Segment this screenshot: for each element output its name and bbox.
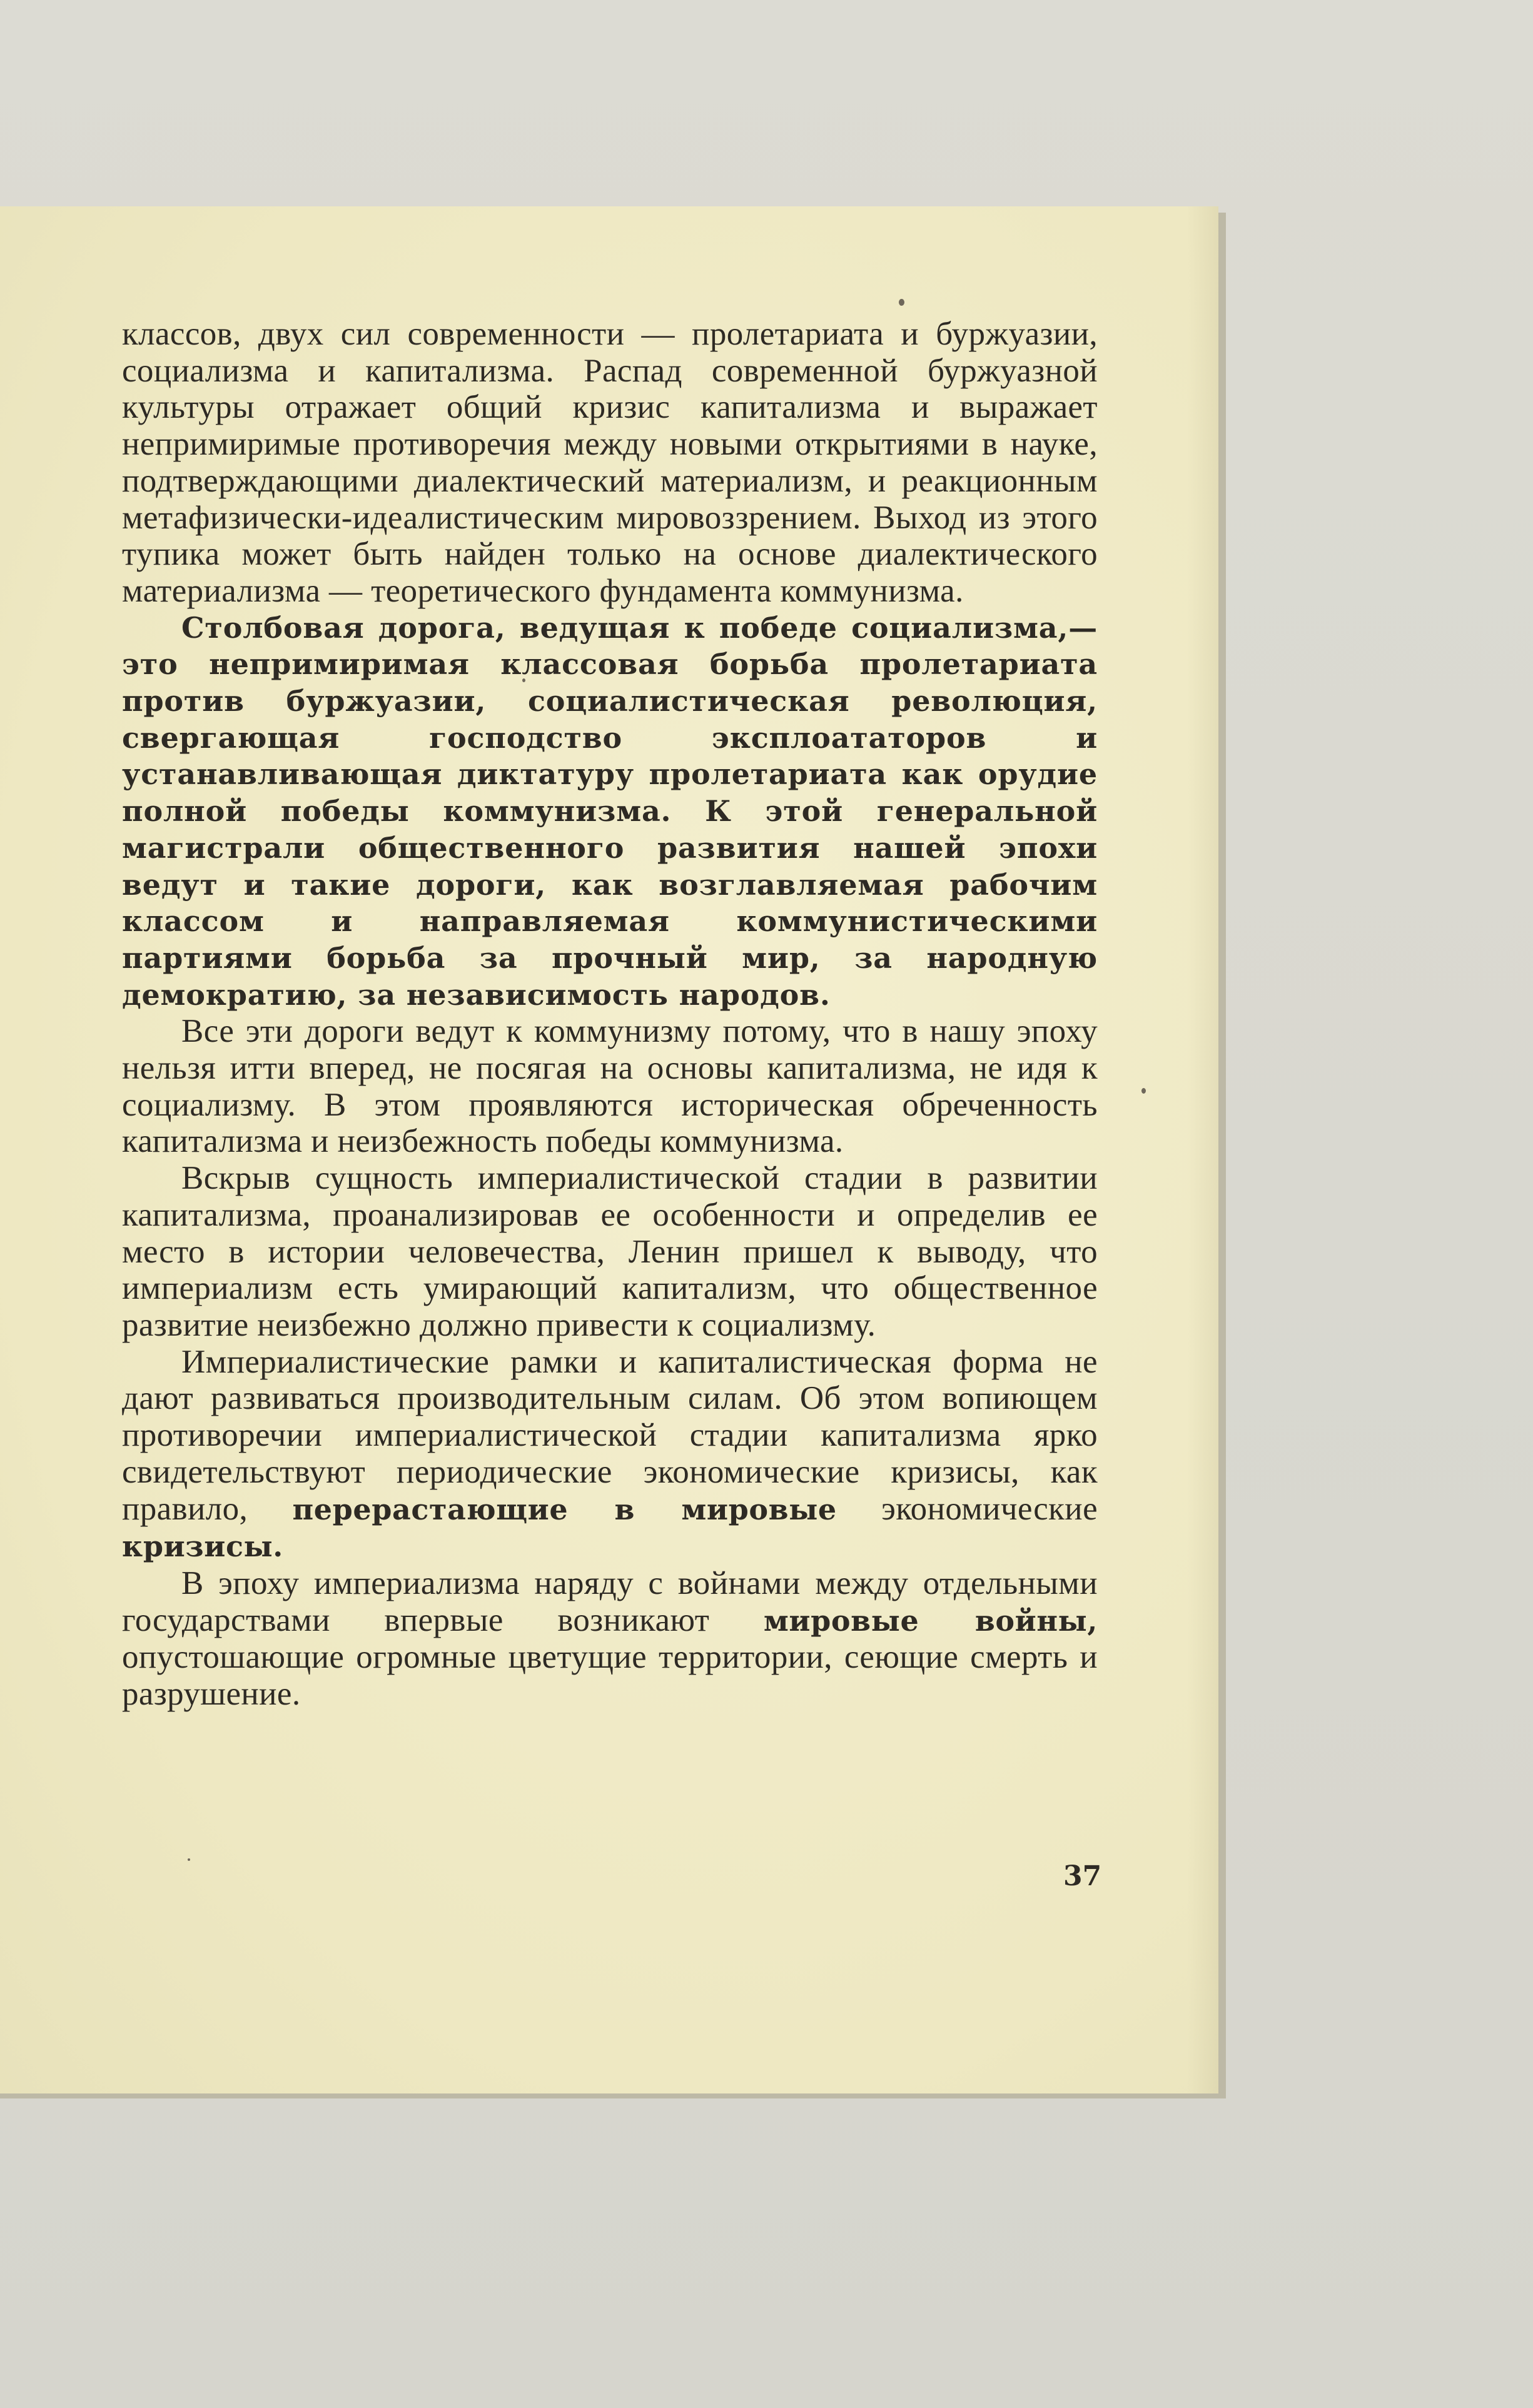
print-speck	[899, 299, 904, 306]
text-segment: Вскрыв сущность империалистической стадии в развитии капитализма, проанализировав ее особенности и определив ее место в истории человечества, Ленин пришел к выводу, что империализм есть умирающий капитализм, что общественное развитие неизбежно должно привести к социализму.	[122, 1160, 1098, 1343]
paragraph	[122, 610, 1098, 1014]
text-segment: экономические	[836, 1490, 1098, 1527]
text-segment: Все эти дороги ведут к коммунизму потому, что в нашу эпоху нельзя итти вперед, не посягая на основы капитализма, не идя к социализму. В этом проявляются историческая обреченность капитализма и неизбежность победы коммунизма.	[122, 1013, 1098, 1160]
paragraph	[122, 1565, 1098, 1713]
print-speck	[188, 1858, 190, 1861]
bold-text-segment: Столбовая дорога, ведущая к победе социализма,— это непримиримая классовая борьба пролетариата против буржуазии, социалистическая революция, свергающая господство эксплоататоров и устанавливающая диктатуру пролетариата как орудие полной победы коммунизма. К этой генеральной магистрали общественного развития нашей эпохи ведут и такие дороги, как возглавляемая рабочим классом и направляемая коммунистическими партиями борьба за прочный мир, за народную демократию, за независимость народов.	[122, 610, 1098, 1012]
paragraph	[122, 1013, 1098, 1160]
page-number: 37	[1063, 1860, 1102, 1892]
body-text	[122, 316, 1098, 1713]
text-segment: классов, двух сил современности — пролетариата и буржуазии, социализма и капитализма. Распад современной буржуазной культуры отражает общий кризис капитализма и выражает непримиримые противоречия между новыми открытиями в науке, подтверждающими диалектический материализм, и реакционным метафизически-идеалистическим мировоззрением. Выход из этого тупика может быть найден только на основе диалектического материализма — теоретического фундамента коммунизма.	[122, 316, 1098, 609]
print-speck	[1141, 1088, 1146, 1094]
text-segment: опустошающие огромные цветущие территории, сеющие смерть и разрушение.	[122, 1639, 1098, 1713]
paragraph	[122, 1344, 1098, 1565]
bold-text-segment: кризисы.	[122, 1529, 283, 1564]
text-segment: Империалистические рамки и капиталистическая форма не дают развиваться производительным силам. Об этом вопиющем противоречии империалистической стадии капитализма ярко свидетельствуют периодические экономические кризисы, как правило,	[122, 1343, 1098, 1527]
page-edge-shade	[1187, 206, 1218, 2093]
bold-text-segment: перерастающие в мировые	[292, 1492, 837, 1526]
text-segment: В эпоху империализма наряду с войнами между отдельными государствами впервые возникают	[122, 1564, 1098, 1638]
paragraph	[122, 316, 1098, 610]
paragraph	[122, 1160, 1098, 1344]
bold-text-segment: мировые войны,	[763, 1603, 1098, 1638]
